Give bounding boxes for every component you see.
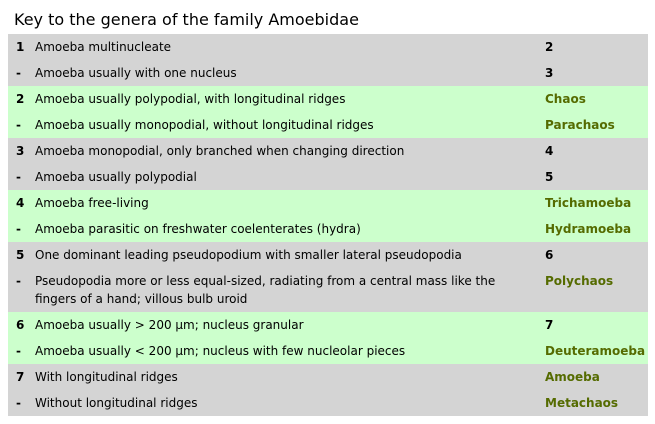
couplet-number: 3 — [16, 144, 25, 158]
key-row-3a — [8, 138, 648, 164]
couplet-number: - — [16, 222, 21, 236]
genus-name: Chaos — [545, 92, 586, 106]
genus-name: Deuteramoeba — [545, 344, 646, 358]
couplet-lead: 3 — [545, 66, 554, 80]
key-row-2a — [8, 86, 648, 112]
identification-key-table — [8, 34, 648, 416]
couplet-number: 6 — [16, 318, 25, 332]
key-row-2b — [8, 112, 648, 138]
key-row-4b — [8, 216, 648, 242]
couplet-number: 1 — [16, 40, 25, 54]
couplet-description: Amoeba usually > 200 µm; nucleus granular — [35, 318, 304, 332]
key-row-7b — [8, 390, 648, 416]
couplet-description: One dominant leading pseudopodium with smaller lateral pseudopodia — [35, 248, 462, 262]
couplet-number: - — [16, 170, 21, 184]
couplet-number: - — [16, 274, 21, 288]
couplet-lead: 4 — [545, 144, 554, 158]
couplet-description: Amoeba free-living — [35, 196, 149, 210]
key-row-5b — [8, 268, 648, 312]
genus-name: Hydramoeba — [545, 222, 632, 236]
couplet-description: Amoeba monopodial, only branched when changing direction — [35, 144, 405, 158]
couplet-number: - — [16, 118, 21, 132]
couplet-description: Without longitudinal ridges — [35, 396, 198, 410]
couplet-description: Amoeba multinucleate — [35, 40, 172, 54]
key-row-3b — [8, 164, 648, 190]
couplet-description: Amoeba parasitic on freshwater coelenterates (hydra) — [35, 222, 361, 236]
couplet-description: Pseudopodia more or less equal-sized, radiating from a central mass like the fingers of a hand; villous bulb uroid — [35, 274, 496, 306]
couplet-description: Amoeba usually with one nucleus — [35, 66, 237, 80]
couplet-description: Amoeba usually < 200 µm; nucleus with few nucleolar pieces — [35, 344, 406, 358]
couplet-number: - — [16, 344, 21, 358]
couplet-description: Amoeba usually monopodial, without longitudinal ridges — [35, 118, 374, 132]
couplet-number: - — [16, 396, 21, 410]
couplet-lead: 7 — [545, 318, 554, 332]
key-row-6a — [8, 312, 648, 338]
genus-name: Trichamoeba — [545, 196, 632, 210]
genus-name: Polychaos — [545, 274, 614, 288]
couplet-lead: 2 — [545, 40, 554, 54]
page-title: Key to the genera of the family Amoebidae — [14, 10, 359, 29]
key-row-6b — [8, 338, 648, 364]
key-row-4a — [8, 190, 648, 216]
couplet-number: 2 — [16, 92, 25, 106]
couplet-number: 7 — [16, 370, 25, 384]
couplet-description: Amoeba usually polypodial, with longitudinal ridges — [35, 92, 346, 106]
genus-name: Amoeba — [545, 370, 600, 384]
couplet-description: Amoeba usually polypodial — [35, 170, 197, 184]
key-row-1b — [8, 60, 648, 86]
couplet-lead: 5 — [545, 170, 554, 184]
key-row-7a — [8, 364, 648, 390]
couplet-number: - — [16, 66, 21, 80]
key-row-5a — [8, 242, 648, 268]
key-row-1a — [8, 34, 648, 60]
couplet-lead: 6 — [545, 248, 554, 262]
genus-name: Parachaos — [545, 118, 615, 132]
couplet-number: 4 — [16, 196, 25, 210]
genus-name: Metachaos — [545, 396, 619, 410]
couplet-number: 5 — [16, 248, 25, 262]
couplet-description: With longitudinal ridges — [35, 370, 178, 384]
